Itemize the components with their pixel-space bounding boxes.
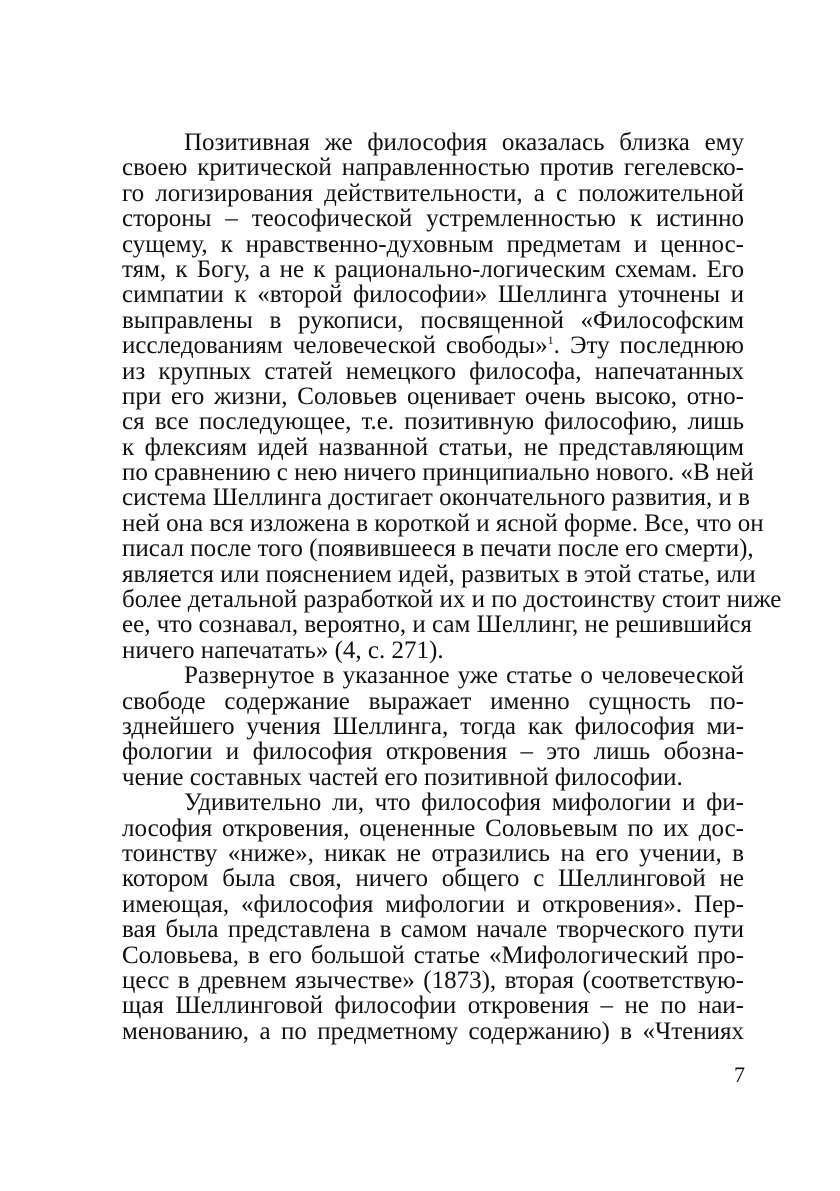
text-line: вая была представлена в самом начале творческого пути	[122, 916, 744, 944]
text-line: при его жизни, Соловьев оценивает очень высоко, отно-	[122, 382, 744, 410]
text-line: симпатии к «второй философии» Шеллинга уточнены и	[122, 281, 744, 309]
text-line: имеющая, «философия мифологии и откровения». Пер-	[122, 890, 744, 918]
text-line: свободе содержание выражает именно сущность по-	[122, 687, 744, 715]
text-line: сущему, к нравственно-духовным предметам и ценнос-	[122, 230, 744, 258]
text-line: го логизирования действительности, а с положительной	[122, 179, 744, 207]
text-line: щая Шеллинговой философии откровения – не по наи-	[122, 992, 744, 1020]
text-line: писал после того (появившееся в печати после его смерти),	[122, 535, 754, 563]
text-line-start: исследованиям человеческой свободы»	[122, 332, 548, 360]
text-line: котором была своя, ничего общего с Шеллинговой не	[122, 865, 744, 893]
text-line: Позитивная же философия оказалась близка ему	[184, 129, 744, 156]
text-line: менованию, а по предметному содержанию) в «Чтениях	[122, 1017, 744, 1045]
text-line: Удивительно ли, что философия мифологии и фи-	[184, 789, 744, 817]
text-line: тоинству «ниже», никак не отразились на его учении, в	[122, 839, 744, 867]
text-line: более детальной разработкой их и по достоинству стоит ниже	[122, 586, 782, 614]
text-line: зднейшего учения Шеллинга, тогда как философия ми-	[122, 712, 744, 740]
page-number: 7	[734, 1062, 745, 1087]
text-line: ней она вся изложена в короткой и ясной форме. Все, что он	[122, 509, 764, 537]
footnote-marker[interactable]: 1	[547, 333, 554, 348]
text-line-with-footnote	[122, 333, 744, 358]
text-line: ее, что сознавал, вероятно, и сам Шеллинг, не решившийся	[122, 611, 752, 639]
text-line: является или пояснением идей, развитых в этой статье, или	[122, 560, 756, 588]
text-line: ничего напечатать» (4, с. 271).	[122, 636, 444, 664]
text-line: ся все последующее, т.е. позитивную философию, лишь	[122, 408, 744, 436]
text-line: лософия откровения, оцененные Соловьевым по их дос-	[122, 814, 744, 842]
text-line: чение составных частей его позитивной философии.	[122, 763, 683, 791]
text-line: стороны – теософической устремленностью к истинно	[122, 205, 744, 233]
text-line: выправлены в рукописи, посвященной «Философским	[122, 306, 744, 334]
text-line-end: . Эту последнюю	[553, 332, 744, 360]
text-line: Соловьева, в его большой статье «Мифологический про-	[122, 941, 744, 969]
paragraph-3	[122, 790, 744, 1044]
text-line: к флексиям идей названной статьи, не представляющим	[122, 433, 744, 461]
text-line: фологии и философия откровения – это лишь обозна-	[122, 738, 744, 766]
text-line: своею критической направленностью против гегелевско-	[122, 154, 744, 182]
paragraph-2	[122, 663, 744, 790]
text-line: тям, к Богу, а не к рационально-логическим схемам. Его	[122, 255, 744, 283]
body-text	[122, 129, 782, 1045]
text-line: из крупных статей немецкого философа, напечатанных	[122, 357, 744, 385]
text-line: по сравнению с нею ничего принципиально нового. «В ней	[122, 459, 754, 487]
paragraph-1	[122, 129, 782, 664]
text-line: Развернутое в указанное уже статье о человеческой	[184, 662, 744, 690]
text-line: система Шеллинга достигает окончательного развития, и в	[122, 484, 750, 512]
text-line: цесс в древнем язычестве» (1873), вторая (соответствую-	[122, 966, 744, 994]
